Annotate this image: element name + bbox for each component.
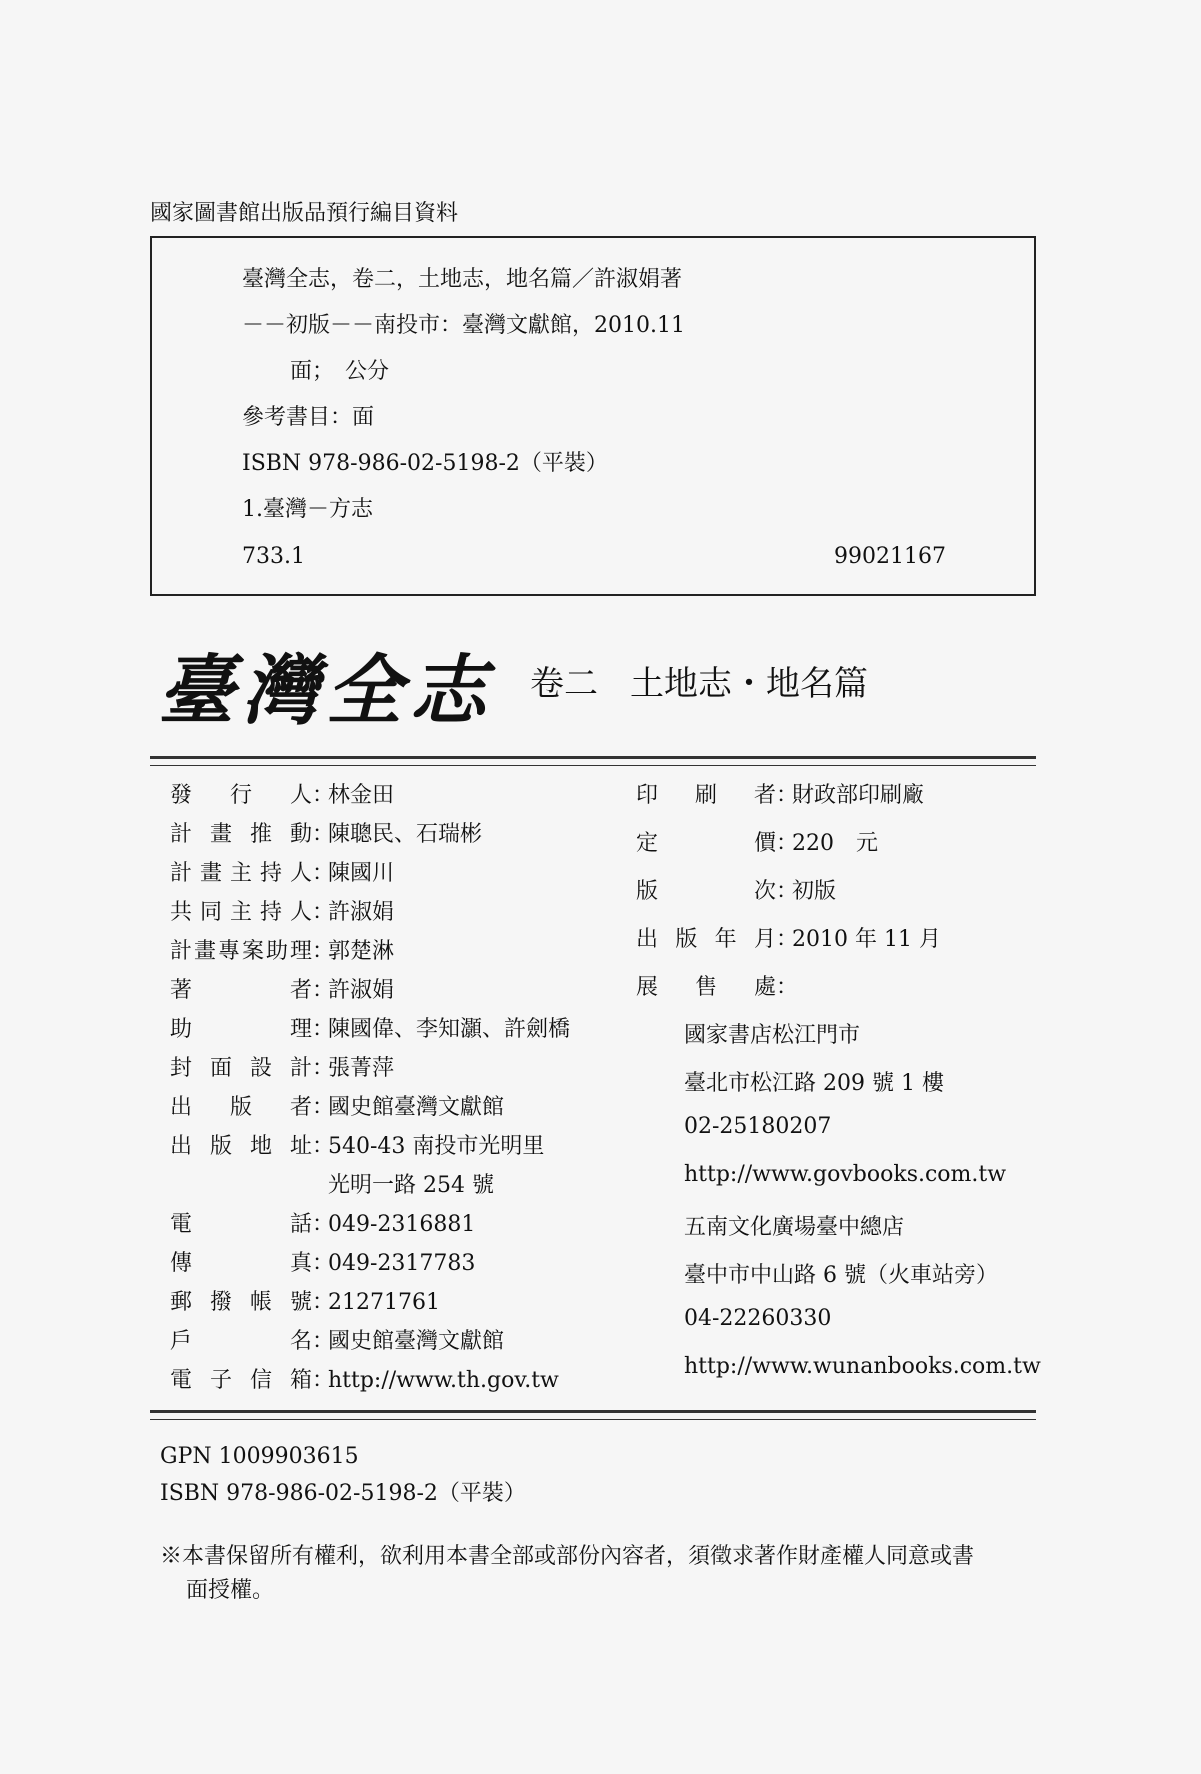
cip-classification: 733.1 xyxy=(242,544,305,569)
sales-item: 五南文化廣場臺中總店 xyxy=(684,1215,905,1240)
credit-row xyxy=(636,874,836,905)
credit-row xyxy=(170,1246,475,1277)
colon: ： xyxy=(312,1017,335,1042)
cip-title-line: 臺灣全志，卷二，土地志，地名篇／許淑娟著 xyxy=(242,267,683,292)
credit-value: 540-43 南投市光明里 xyxy=(328,1134,545,1159)
credit-row xyxy=(170,856,394,887)
title-banner xyxy=(150,630,1036,735)
credit-value: http://www.th.gov.tw xyxy=(328,1368,559,1393)
title-calligraphy-logo: 臺灣全志 xyxy=(158,646,494,735)
notice-line: 面授權。 xyxy=(186,1578,275,1603)
credit-label: 出版地址 xyxy=(170,1134,312,1159)
cip-heading: 國家圖書館出版品預行編目資料 xyxy=(150,201,459,226)
credit-row xyxy=(636,826,878,857)
credit-row xyxy=(170,778,394,809)
section-label: 土地志・地名篇 xyxy=(630,664,868,704)
credit-row xyxy=(170,1012,570,1043)
credit-value: 220 元 xyxy=(792,831,878,856)
sales-item: 02-25180207 xyxy=(684,1114,832,1139)
title-subtitle xyxy=(530,656,900,705)
credit-value: 陳國偉、李知灝、許劍橋 xyxy=(328,1017,571,1042)
cip-pages-line: 面； 公分 xyxy=(290,359,390,384)
colon: ： xyxy=(776,879,799,904)
credit-row xyxy=(170,1207,475,1238)
bottom-double-rule xyxy=(150,1410,1036,1420)
copyright-notice xyxy=(160,1540,1040,1608)
top-double-rule xyxy=(150,756,1036,766)
credit-label: 出版年月 xyxy=(636,927,776,952)
cip-subject-line: 1.臺灣－方志 xyxy=(242,497,373,522)
credit-row xyxy=(170,1051,394,1082)
cip-edition-line: －－初版－－南投市：臺灣文獻館，2010.11 xyxy=(242,313,685,338)
credit-label: 版次 xyxy=(636,879,776,904)
colon: ： xyxy=(312,1251,335,1276)
colon: ： xyxy=(776,927,799,952)
colon: ： xyxy=(312,822,335,847)
sales-item: 臺北市松江路 209 號 1 樓 xyxy=(684,1071,944,1096)
credit-label: 定價 xyxy=(636,831,776,856)
credit-value: 國史館臺灣文獻館 xyxy=(328,1095,505,1120)
credit-value: 21271761 xyxy=(328,1290,440,1315)
colon: ： xyxy=(312,978,335,1003)
credit-label: 戶名 xyxy=(170,1329,312,1354)
credit-value: 049-2316881 xyxy=(328,1212,476,1237)
sales-link[interactable]: http://www.govbooks.com.tw xyxy=(684,1162,1007,1187)
credit-row xyxy=(636,922,941,953)
credit-label: 電子信箱 xyxy=(170,1368,312,1393)
credit-label: 封面設計 xyxy=(170,1056,312,1081)
credit-label: 郵撥帳號 xyxy=(170,1290,312,1315)
colon: ： xyxy=(312,939,335,964)
credit-row xyxy=(170,817,482,848)
colon: ： xyxy=(776,975,799,1000)
colon: ： xyxy=(312,1134,335,1159)
credit-label: 共同主持人 xyxy=(170,900,312,925)
credit-row xyxy=(170,1129,544,1160)
credit-value: 許淑娟 xyxy=(328,900,395,925)
cip-bibliography-line: 參考書目：面 xyxy=(242,405,375,430)
sales-link[interactable]: http://www.wunanbooks.com.tw xyxy=(684,1354,1041,1379)
credit-label: 著者 xyxy=(170,978,312,1003)
credit-value: 初版 xyxy=(792,879,837,904)
notice-line: ※本書保留所有權利，欲利用本書全部或部份內容者，須徵求著作財產權人同意或書 xyxy=(160,1544,975,1569)
sales-item: 臺中市中山路 6 號（火車站旁） xyxy=(684,1263,998,1288)
colon: ： xyxy=(312,1095,335,1120)
credit-label: 電話 xyxy=(170,1212,312,1237)
sales-item: 04-22260330 xyxy=(684,1306,832,1331)
credit-label: 傳真 xyxy=(170,1251,312,1276)
isbn-number: ISBN 978-986-02-5198-2（平裝） xyxy=(160,1481,526,1506)
credit-row xyxy=(636,778,924,809)
credit-value: 陳聰民、石瑞彬 xyxy=(328,822,483,847)
credit-label: 計畫主持人 xyxy=(170,861,312,886)
credit-label: 助理 xyxy=(170,1017,312,1042)
credit-row xyxy=(170,1285,440,1316)
credit-value: 陳國川 xyxy=(328,861,395,886)
colon: ： xyxy=(312,1290,335,1315)
credit-value: 049-2317783 xyxy=(328,1251,476,1276)
credit-value: 光明一路 254 號 xyxy=(328,1173,494,1198)
gpn-number: GPN 1009903615 xyxy=(160,1444,359,1469)
cip-isbn-line: ISBN 978-986-02-5198-2（平裝） xyxy=(242,451,608,476)
credit-row xyxy=(170,1363,559,1394)
credit-label: 印刷者 xyxy=(636,783,776,808)
colon: ： xyxy=(312,900,335,925)
credit-value: 林金田 xyxy=(328,783,395,808)
credit-label: 展售處 xyxy=(636,975,776,1000)
cip-record-box xyxy=(150,236,1036,596)
colon: ： xyxy=(312,1368,335,1393)
credit-label: 出版者 xyxy=(170,1095,312,1120)
credit-label: 發行人 xyxy=(170,783,312,808)
credit-row xyxy=(170,934,394,965)
credit-value: 2010 年 11 月 xyxy=(792,927,941,952)
credit-value: 張菁萍 xyxy=(328,1056,395,1081)
credit-value: 郭楚淋 xyxy=(328,939,395,964)
colon: ： xyxy=(312,783,335,808)
sales-item: 國家書店松江門市 xyxy=(684,1023,861,1048)
credit-label: 計畫推動 xyxy=(170,822,312,847)
colon: ： xyxy=(312,1212,335,1237)
volume-label: 卷二 xyxy=(530,664,598,704)
colon: ： xyxy=(776,831,799,856)
credit-label: 計畫專案助理 xyxy=(170,939,312,964)
colon: ： xyxy=(312,861,335,886)
credit-row xyxy=(170,973,394,1004)
colon: ： xyxy=(776,783,799,808)
colon: ： xyxy=(312,1056,335,1081)
credit-row xyxy=(636,970,799,1001)
colon: ： xyxy=(312,1329,335,1354)
credit-row xyxy=(170,1168,494,1199)
credit-row xyxy=(170,1324,504,1355)
credit-value: 國史館臺灣文獻館 xyxy=(328,1329,505,1354)
credit-row xyxy=(170,895,394,926)
credit-value: 財政部印刷廠 xyxy=(792,783,925,808)
cip-record-number: 99021167 xyxy=(834,544,946,569)
credit-value: 許淑娟 xyxy=(328,978,395,1003)
credit-row xyxy=(170,1090,504,1121)
